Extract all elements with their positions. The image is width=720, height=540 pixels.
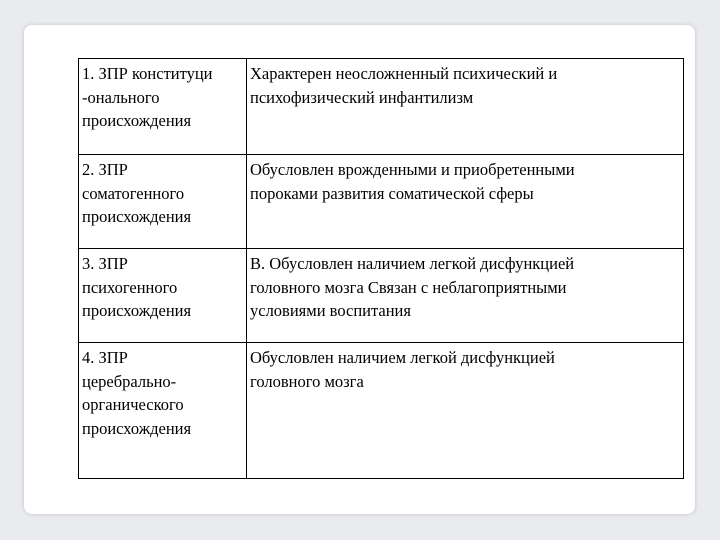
zpr-type-cell: 1. ЗПР конституци -онального происхождения [79, 59, 247, 155]
table-row [79, 249, 684, 343]
zpr-type-cell: 3. ЗПР психогенного происхождения [79, 249, 247, 343]
table-row [79, 155, 684, 249]
table-row [79, 59, 684, 155]
table-row [79, 343, 684, 479]
zpr-description-cell: В. Обусловлен наличием легкой дисфункцией головного мозга Связан с неблагоприятными условиями воспитания [247, 249, 684, 343]
zpr-type-cell: 4. ЗПР церебрально- органического происхождения [79, 343, 247, 479]
zpr-type-cell: 2. ЗПР соматогенного происхождения [79, 155, 247, 249]
zpr-description-cell: Обусловлен врожденными и приобретенными пороками развития соматической сферы [247, 155, 684, 249]
zpr-classification-table [78, 58, 684, 479]
zpr-description-cell: Характерен неосложненный психический и психофизический инфантилизм [247, 59, 684, 155]
zpr-description-cell: Обусловлен наличием легкой дисфункцией головного мозга [247, 343, 684, 479]
